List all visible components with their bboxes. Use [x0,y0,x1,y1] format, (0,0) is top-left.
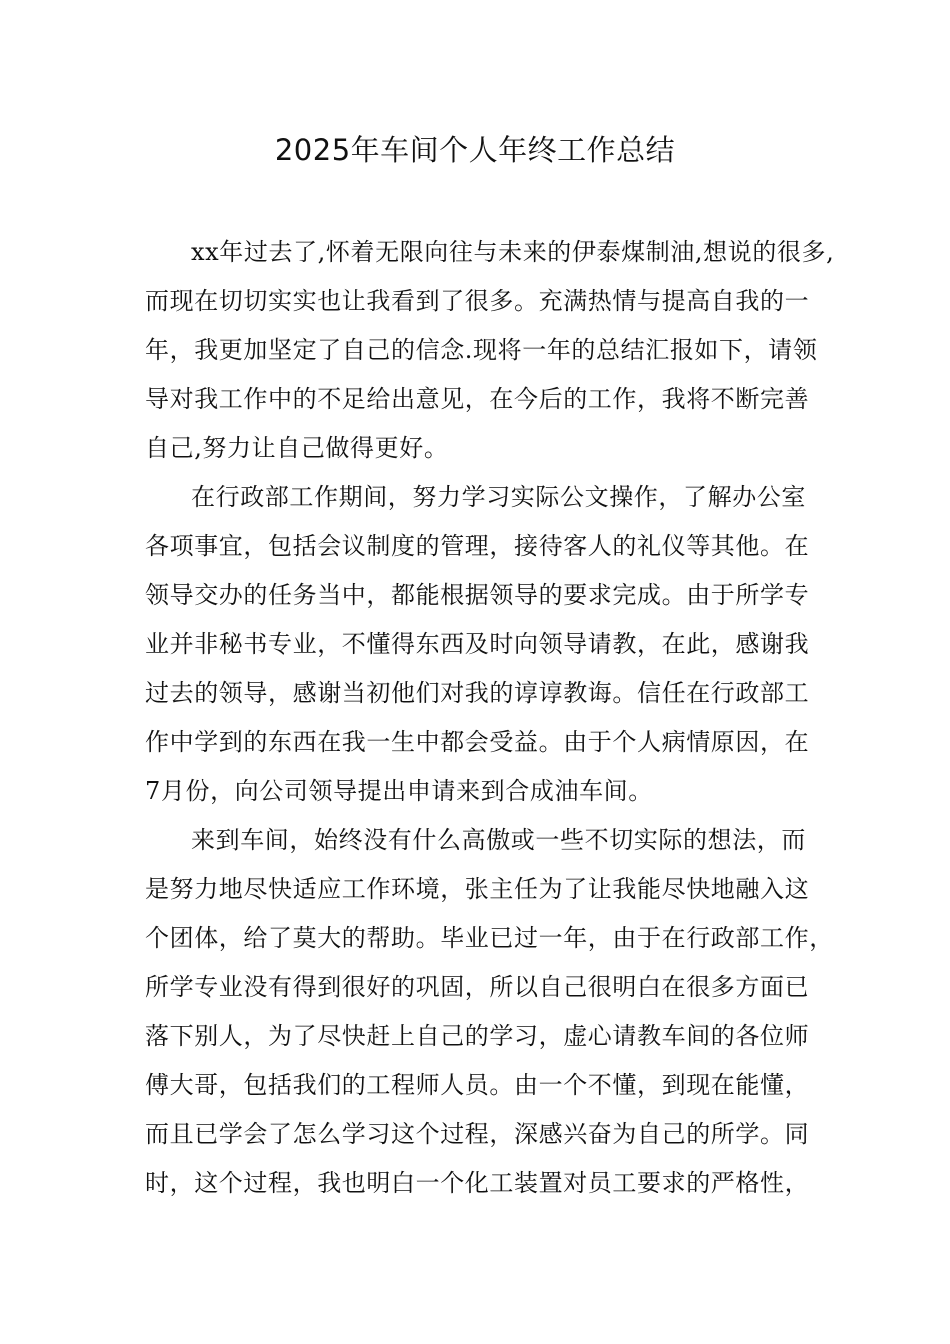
paragraph-line: 领导交办的任务当中，都能根据领导的要求完成。由于所学专 [145,581,810,609]
paragraph-line: 是努力地尽快适应工作环境，张主任为了让我能尽快地融入这 [145,875,810,903]
paragraph-line: 年，我更加坚定了自己的信念.现将一年的总结汇报如下，请领 [145,336,818,364]
paragraph-line: 来到车间，始终没有什么高傲或一些不切实际的想法，而 [191,826,806,854]
paragraph-line: 7月份，向公司领导提出申请来到合成油车间。 [145,777,653,805]
paragraph-line: 自己,努力让自己做得更好。 [145,434,449,462]
paragraph-line: 傅大哥，包括我们的工程师人员。由一个不懂，到现在能懂， [145,1071,810,1099]
document-title: 2025年车间个人年终工作总结 [274,133,676,167]
paragraph-line: 各项事宜，包括会议制度的管理，接待客人的礼仪等其他。在 [145,532,810,560]
document-body [145,228,835,1208]
paragraph-line: 个团体，给了莫大的帮助。毕业已过一年，由于在行政部工作， [145,924,834,952]
paragraph-line: 过去的领导，感谢当初他们对我的谆谆教诲。信任在行政部工 [145,679,810,707]
paragraph-3 [145,816,834,1208]
paragraph-2 [145,473,827,816]
paragraph-line: 在行政部工作期间，努力学习实际公文操作，了解办公室 [191,483,806,511]
paragraph-line: 业并非秘书专业，不懂得东西及时向领导请教，在此，感谢我 [145,630,810,658]
paragraph-line: 导对我工作中的不足给出意见，在今后的工作，我将不断完善 [145,385,810,413]
paragraph-line: 时，这个过程，我也明白一个化工装置对员工要求的严格性， [145,1169,810,1197]
paragraph-line: 而且已学会了怎么学习这个过程，深感兴奋为自己的所学。同 [145,1120,810,1148]
paragraph-line: 而现在切切实实也让我看到了很多。充满热情与提高自我的一 [145,287,810,315]
paragraph-line: 落下别人，为了尽快赶上自己的学习，虚心请教车间的各位师 [145,1022,810,1050]
paragraph-line: 所学专业没有得到很好的巩固，所以自己很明白在很多方面已 [145,973,810,1001]
paragraph-line: xx年过去了,怀着无限向往与未来的伊泰煤制油,想说的很多, [191,238,835,266]
paragraph-1 [145,228,835,473]
paragraph-line: 作中学到的东西在我一生中都会受益。由于个人病情原因，在 [145,728,810,756]
